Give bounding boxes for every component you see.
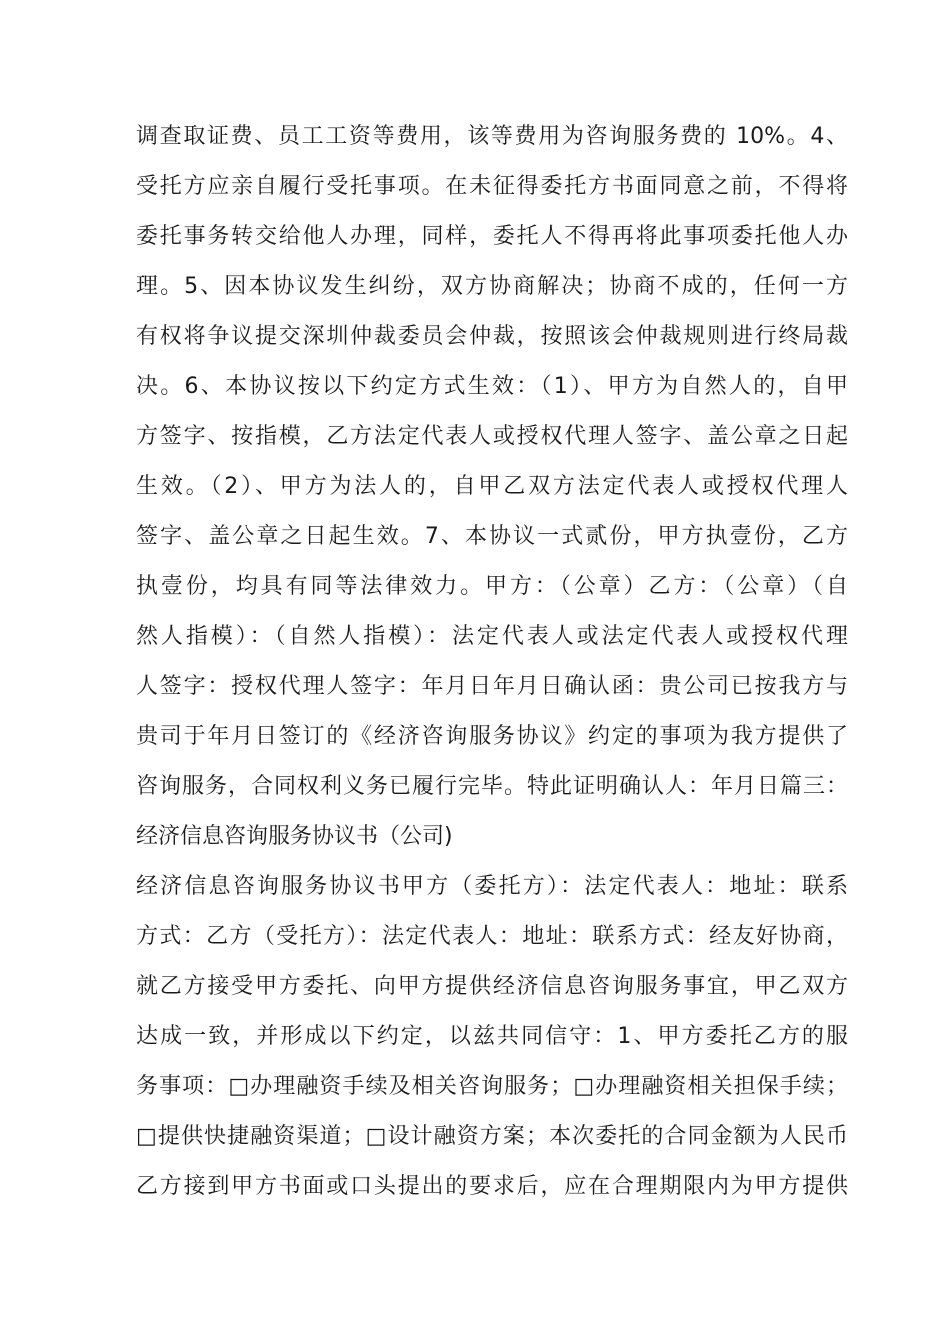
text-line: 委托事务转交给他人办理，同样，委托人不得再将此事项委托他人办 xyxy=(136,224,848,249)
text-line: 贵司于年月日签订的《经济咨询服务协议》约定的事项为我方提供了 xyxy=(136,724,848,749)
text-line: 执壹份，均具有同等法律效力。甲方：（公章）乙方：（公章）（自 xyxy=(136,574,848,599)
text-line: 方式：乙方（受托方）：法定代表人：地址：联系方式：经友好协商， xyxy=(136,924,848,949)
section-heading: 经济信息咨询服务协议书（公司) xyxy=(136,824,453,849)
text-line: 乙方接到甲方书面或口头提出的要求后，应在合理期限内为甲方提供 xyxy=(136,1174,848,1199)
text-line: 签字、盖公章之日起生效。7、本协议一式贰份，甲方执壹份，乙方 xyxy=(136,524,848,549)
text-line: 方签字、按指模，乙方法定代表人或授权代理人签字、盖公章之日起 xyxy=(136,424,848,449)
text-line: 人签字：授权代理人签字：年月日年月日确认函：贵公司已按我方与 xyxy=(136,674,848,699)
text-line: 咨询服务，合同权利义务已履行完毕。特此证明确认人：年月日篇三： xyxy=(136,774,848,799)
text-line: 理。5、因本协议发生纠纷，双方协商解决；协商不成的，任何一方 xyxy=(136,274,848,299)
text-line: 有权将争议提交深圳仲裁委员会仲裁，按照该会仲裁规则进行终局裁 xyxy=(136,324,848,349)
text-line: 达成一致，并形成以下约定，以兹共同信守：1、甲方委托乙方的服 xyxy=(136,1024,848,1049)
text-line: 务事项：□办理融资手续及相关咨询服务；□办理融资相关担保手续； xyxy=(136,1074,848,1099)
text-line: 决。6、本协议按以下约定方式生效：（1）、甲方为自然人的，自甲 xyxy=(136,374,848,399)
text-line: 就乙方接受甲方委托、向甲方提供经济信息咨询服务事宜，甲乙双方 xyxy=(136,974,848,999)
text-line: 经济信息咨询服务协议书甲方（委托方）：法定代表人：地址：联系 xyxy=(136,874,848,899)
text-line: 受托方应亲自履行受托事项。在未征得委托方书面同意之前，不得将 xyxy=(136,174,848,199)
text-line: 调查取证费、员工工资等费用，该等费用为咨询服务费的 10%。4、 xyxy=(136,124,848,149)
text-line: 生效。（2）、甲方为法人的，自甲乙双方法定代表人或授权代理人 xyxy=(136,474,848,499)
text-line: □提供快捷融资渠道；□设计融资方案；本次委托的合同金额为人民币 xyxy=(136,1124,848,1149)
text-line: 然人指模）：（自然人指模）：法定代表人或法定代表人或授权代理 xyxy=(136,624,848,649)
